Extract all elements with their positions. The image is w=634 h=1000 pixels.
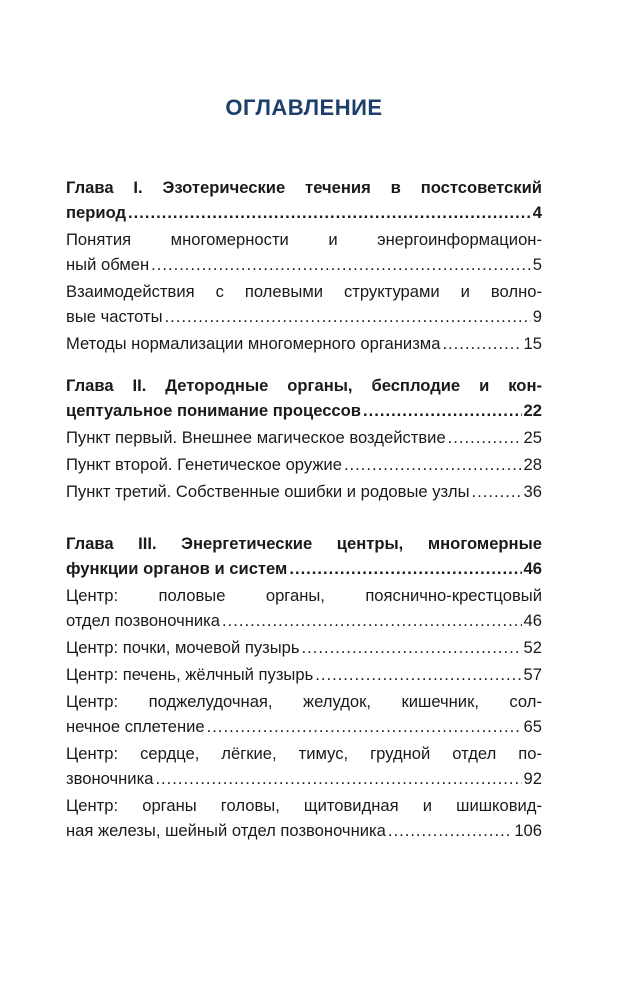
toc-item-line1 (66, 452, 542, 477)
page-number: 15 (523, 334, 542, 353)
chapter-title-tail: функции органов и систем (66, 559, 288, 578)
toc-item-line2 (66, 766, 542, 791)
toc-item-tail: ный обмен (66, 255, 150, 274)
leader-dots (472, 479, 522, 504)
leader-dots (363, 398, 522, 423)
leader-dots (222, 608, 522, 633)
toc-chapter-2 (66, 373, 542, 504)
toc-item-tail: ная железы, шейный отдел позвоночника (66, 821, 386, 840)
toc-item-tail: вые частоты (66, 307, 163, 326)
toc-item-line1: Центр: половые органы, пояснично-крестцовый (66, 586, 542, 605)
chapter-title-line2 (66, 556, 542, 581)
leader-dots (302, 635, 522, 660)
chapter-title-line1: Глава III. Энергетические центры, многомерные (66, 534, 542, 553)
toc-item-line1: Центр: поджелудочная, желудок, кишечник, сол- (66, 692, 542, 711)
toc-item-tail: звоночника (66, 769, 154, 788)
leader-dots (207, 714, 522, 739)
toc-item-line1: Центр: органы головы, щитовидная и шишковид- (66, 796, 542, 815)
leader-dots (151, 252, 531, 277)
toc-item-line1 (66, 662, 542, 687)
chapter-title-line1: Глава I. Эзотерические течения в постсоветский (66, 178, 542, 197)
toc-item-line1 (66, 635, 542, 660)
page-number: 9 (532, 307, 542, 326)
page-number: 5 (532, 255, 542, 274)
page-number: 92 (523, 769, 542, 788)
toc-item-text: Центр: почки, мочевой пузырь (66, 638, 300, 657)
leader-dots (442, 331, 521, 356)
page-number: 106 (514, 821, 542, 840)
leader-dots (289, 556, 521, 581)
toc-chapter-3 (66, 531, 542, 843)
chapter-title-line2 (66, 200, 542, 225)
page-number: 52 (523, 638, 542, 657)
page-number: 46 (523, 611, 542, 630)
toc-item-line2 (66, 304, 542, 329)
page-number: 28 (523, 455, 542, 474)
page-number: 57 (523, 665, 542, 684)
toc-item-line1 (66, 425, 542, 450)
toc-item-line1: Взаимодействия с полевыми структурами и волно- (66, 282, 542, 301)
chapter-title-tail: период (66, 203, 127, 222)
toc-item-line2 (66, 714, 542, 739)
toc-item-tail: отдел позвоночника (66, 611, 221, 630)
toc-item-line2 (66, 818, 542, 843)
toc-chapter-1 (66, 175, 542, 356)
leader-dots (344, 452, 522, 477)
toc-item-line2 (66, 252, 542, 277)
toc-item-text: Методы нормализации многомерного организма (66, 334, 441, 353)
chapter-title-line2 (66, 398, 542, 423)
toc-item-line1 (66, 479, 542, 504)
toc-item-line2 (66, 608, 542, 633)
page-number: 22 (523, 401, 542, 420)
page-number: 65 (523, 717, 542, 736)
chapter-title-tail: цептуальное понимание процессов (66, 401, 362, 420)
leader-dots (155, 766, 521, 791)
leader-dots (388, 818, 512, 843)
page-number: 46 (523, 559, 542, 578)
toc-item-tail: нечное сплетение (66, 717, 205, 736)
leader-dots (128, 200, 531, 225)
page-number: 25 (523, 428, 542, 447)
page-number: 36 (523, 482, 542, 501)
leader-dots (165, 304, 531, 329)
page-title: ОГЛАВЛЕНИЕ (225, 95, 383, 120)
toc-item-line1: Центр: сердце, лёгкие, тимус, грудной отдел по- (66, 744, 542, 763)
chapter-title-line1: Глава II. Детородные органы, бесплодие и кон- (66, 376, 542, 395)
leader-dots (315, 662, 521, 687)
toc-item-text: Пункт второй. Генетическое оружие (66, 455, 342, 474)
page-number: 4 (532, 203, 542, 222)
toc-item-line1 (66, 331, 542, 356)
leader-dots (448, 425, 522, 450)
toc-item-text: Центр: печень, жёлчный пузырь (66, 665, 314, 684)
toc-item-text: Пункт первый. Внешнее магическое воздействие (66, 428, 446, 447)
toc-item-line1: Понятия многомерности и энергоинформацион- (66, 230, 542, 249)
toc-item-text: Пункт третий. Собственные ошибки и родовые узлы (66, 482, 470, 501)
